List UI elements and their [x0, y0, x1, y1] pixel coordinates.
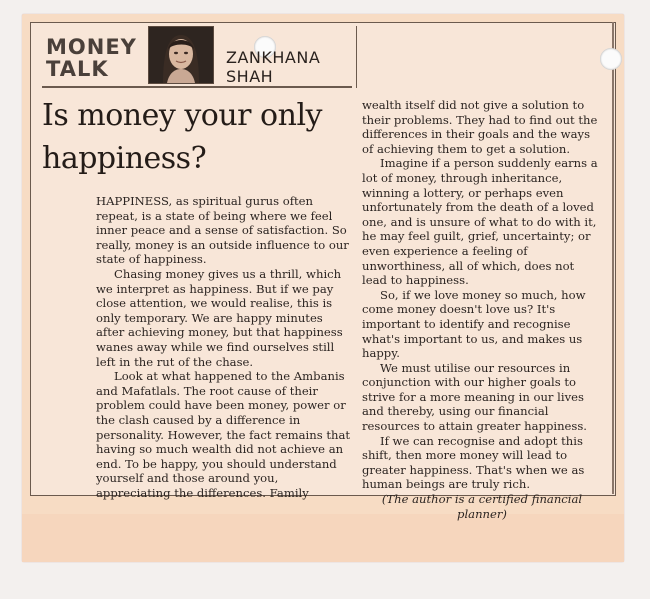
- column-brand: [46, 36, 142, 80]
- author-avatar: [148, 26, 214, 84]
- paragraph: Chasing money gives us a thrill, which we interpret as happiness. But if we pay close attention, we would realise, this is only temporary. We are happy minutes after achieving money, but that happiness wanes away while we find ourselves still left in the rut of the chase.: [96, 266, 343, 369]
- punch-hole: [600, 48, 622, 70]
- author-name: ZANKHANA SHAH: [226, 48, 321, 86]
- article-column-left: [96, 194, 354, 500]
- paragraph: HAPPINESS, as spiritual gurus often repeat, is a state of being where we feel inner peace and a sense of satisfaction. So really, money is an outside influence to our state of happiness.: [96, 194, 349, 267]
- paragraph: If we can recognise and adopt this shift, then more money will lead to greater happiness. That's when we as human beings are truly rich.: [362, 433, 585, 492]
- column-divider: [356, 26, 357, 88]
- author-credit: (The author is a certified financial planner): [381, 492, 583, 521]
- article-column-right: [362, 98, 602, 521]
- paragraph: wealth itself did not give a solution to their problems. They had to find out the differences in their goals and the ways of achieving them to get a solution.: [362, 98, 598, 156]
- article-headline: Is money your only happiness?: [42, 98, 322, 176]
- header-divider: [42, 86, 352, 88]
- paragraph: Look at what happened to the Ambanis and Mafatlals. The root cause of their problem could have been money, power or the clash caused by a difference in personality. However, the fact remains that having so much wealth did not achieve an end. To be happy, you should understand yourself and those around you, appreciating the differences. Family: [96, 369, 351, 500]
- frame-edge: [612, 22, 614, 494]
- paragraph: We must utilise our resources in conjunction with our higher goals to strive for a more meaning in our lives and thereby, using our financial resources to attain greater happiness.: [362, 360, 587, 434]
- paragraph: Imagine if a person suddenly earns a lot of money, through inheritance, winning a lottery, or perhaps even unfortunately from the death of a loved one, and is unsure of what to do with it, he may feel guilt, grief, uncertainty; or even experience a feeling of unworthiness, all of which, does not lead to happiness.: [362, 156, 598, 288]
- author-portrait-icon: [149, 27, 213, 83]
- brand-line-2: TALK: [46, 57, 109, 81]
- column-header: [42, 26, 372, 86]
- paragraph: So, if we love money so much, how come money doesn't love us? It's important to identify and recognise what's important to us, and makes us happy.: [362, 287, 586, 361]
- brand-line-1: MONEY: [46, 35, 137, 59]
